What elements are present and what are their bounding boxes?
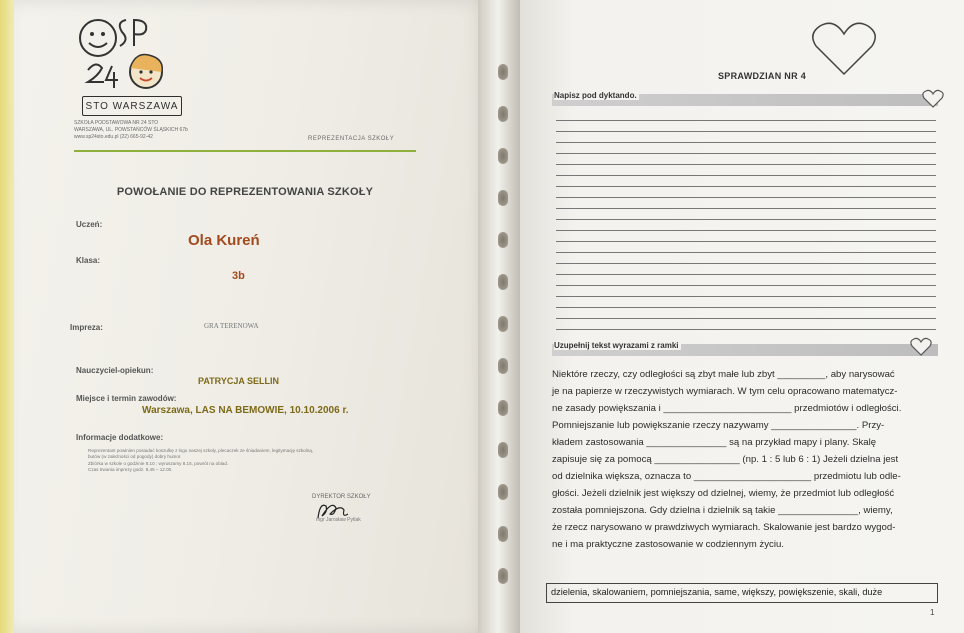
writing-line[interactable] (556, 121, 936, 132)
representation-label: REPREZENTACJA SZKOŁY (308, 136, 395, 142)
binder-spine (478, 0, 522, 633)
punch-hole (498, 526, 508, 542)
writing-line[interactable] (556, 275, 936, 286)
writing-line[interactable] (556, 143, 936, 154)
info-line: Zbiórka w szkole o godzinie 8.10 ; wyruszamy 8.15, powrót na obiad. (88, 460, 229, 466)
text-line: ne i ma praktyczne zastosowanie w codziennym życiu. (552, 539, 784, 550)
punch-hole (498, 106, 508, 122)
school-logo (72, 10, 192, 120)
teacher-value: PATRYCJA SELLIN (198, 376, 280, 386)
student-label: Uczeń: (76, 220, 103, 229)
certificate-title: POWOŁANIE DO REPREZENTOWANIA SZKOŁY (116, 186, 374, 198)
school-contact: www.sp24sto.edu.pl (22) 665-92-42 (74, 134, 153, 140)
writing-line[interactable] (556, 253, 936, 264)
punch-hole (498, 568, 508, 584)
punch-hole (498, 400, 508, 416)
director-name: mgr Jarosław Pytlak (316, 517, 361, 523)
text-line: zapisuje się za pomocą ________________ (np. 1 : 5 lub 6 : 1) Jeżeli dzielna jest (552, 454, 899, 465)
writing-line[interactable] (556, 165, 936, 176)
class-label: Klasa: (76, 256, 101, 265)
student-name: Ola Kureń (188, 232, 260, 249)
text-line: głości. Jeżeli dzielnik jest większy od dzielnej, wiemy, że przedmiot lub odległość (552, 488, 895, 499)
school-street: WARSZAWA, UL. POWSTAŃCÓW ŚLĄSKICH 67b (74, 127, 188, 133)
punch-hole (498, 442, 508, 458)
writing-line[interactable] (556, 264, 936, 275)
punch-hole (498, 358, 508, 374)
place-value: Warszawa, LAS NA BEMOWIE, 10.10.2006 r. (142, 405, 349, 416)
writing-line[interactable] (556, 110, 936, 121)
info-text (88, 448, 428, 473)
writing-line[interactable] (556, 209, 936, 220)
teacher-label: Nauczyciel-opiekun: (76, 366, 154, 375)
heart-icon (910, 337, 932, 357)
heart-icon (922, 89, 944, 109)
text-line: że rzecz narysowano w prawdziwych wymiarach. Skalowanie jest bardzo wygod- (552, 522, 896, 533)
writing-line[interactable] (556, 286, 936, 297)
header-divider (74, 150, 416, 152)
punch-hole (498, 316, 508, 332)
punch-hole (498, 484, 508, 500)
text-line: ne zasady powiększania i ________________________ przedmiotów i odległości. (552, 403, 902, 414)
info-line: Czas trwania imprezy godz. 8.45 – 12.00. (88, 466, 173, 472)
writing-line[interactable] (556, 198, 936, 209)
writing-line[interactable] (556, 308, 936, 319)
punch-hole (498, 232, 508, 248)
punch-hole (498, 64, 508, 80)
fill-in-text (552, 366, 940, 553)
text-line: Pomniejszanie lub powiększanie rzeczy nazywamy ________________. Przy- (552, 420, 885, 431)
class-value: 3b (232, 270, 245, 282)
writing-line[interactable] (556, 132, 936, 143)
info-label: Informacje dodatkowe: (76, 433, 164, 442)
text-line: Niektóre rzeczy, czy odległości są zbyt małe lub zbyt _________, aby narysować (552, 369, 895, 380)
punch-hole (498, 148, 508, 164)
text-line: je na papierze w rzeczywistych wymiarach. W tym celu opracowano matematycz- (552, 386, 898, 397)
text-line: kładem zastosowania _______________ są na przykład mapy i plany. Skalę (552, 437, 877, 448)
school-name: SZKOŁA PODSTAWOWA NR 24 STO (74, 120, 159, 126)
writing-line[interactable] (556, 220, 936, 231)
test-title: SPRAWDZIAN NR 4 (718, 71, 807, 81)
writing-line[interactable] (556, 187, 936, 198)
writing-line[interactable] (556, 319, 936, 330)
info-line: Reprezentant powinien posiadać koszulkę z logo naszej szkoły, plecaczek ze śniadaniem, legitymację szkolną, (88, 448, 314, 453)
fill-in-label: Uzupełnij tekst wyrazami z ramki (554, 341, 679, 350)
writing-line[interactable] (556, 154, 936, 165)
event-value: GRA TERENOWA (204, 322, 259, 330)
logo-banner: STO WARSZAWA (82, 96, 182, 116)
writing-line[interactable] (556, 231, 936, 242)
page-number: 1 (930, 608, 935, 617)
text-line: została pomniejszona. Gdy dzielna i dzielnik są takie _______________, wiemy, (552, 505, 893, 516)
writing-line[interactable] (556, 176, 936, 187)
event-label: Impreza: (70, 323, 103, 332)
word-bank: dzielenia, skalowaniem, pomniejszania, same, większy, powiększenie, skali, duże (546, 583, 938, 603)
writing-line[interactable] (556, 297, 936, 308)
punch-hole (498, 190, 508, 206)
writing-line[interactable] (556, 242, 936, 253)
place-label: Miejsce i termin zawodów: (76, 394, 177, 403)
text-line: od dzielnika większa, oznacza to ______________________ przedmiotu lub odle- (552, 471, 901, 482)
dictation-lines[interactable] (556, 110, 936, 332)
punch-hole (498, 274, 508, 290)
heart-icon (810, 20, 878, 78)
info-line: butów (w zależności od pogody) dobry humor. (88, 454, 182, 460)
dictation-label: Napisz pod dyktando. (554, 91, 637, 100)
director-label: DYREKTOR SZKOŁY (312, 494, 371, 500)
school-address (74, 120, 244, 141)
